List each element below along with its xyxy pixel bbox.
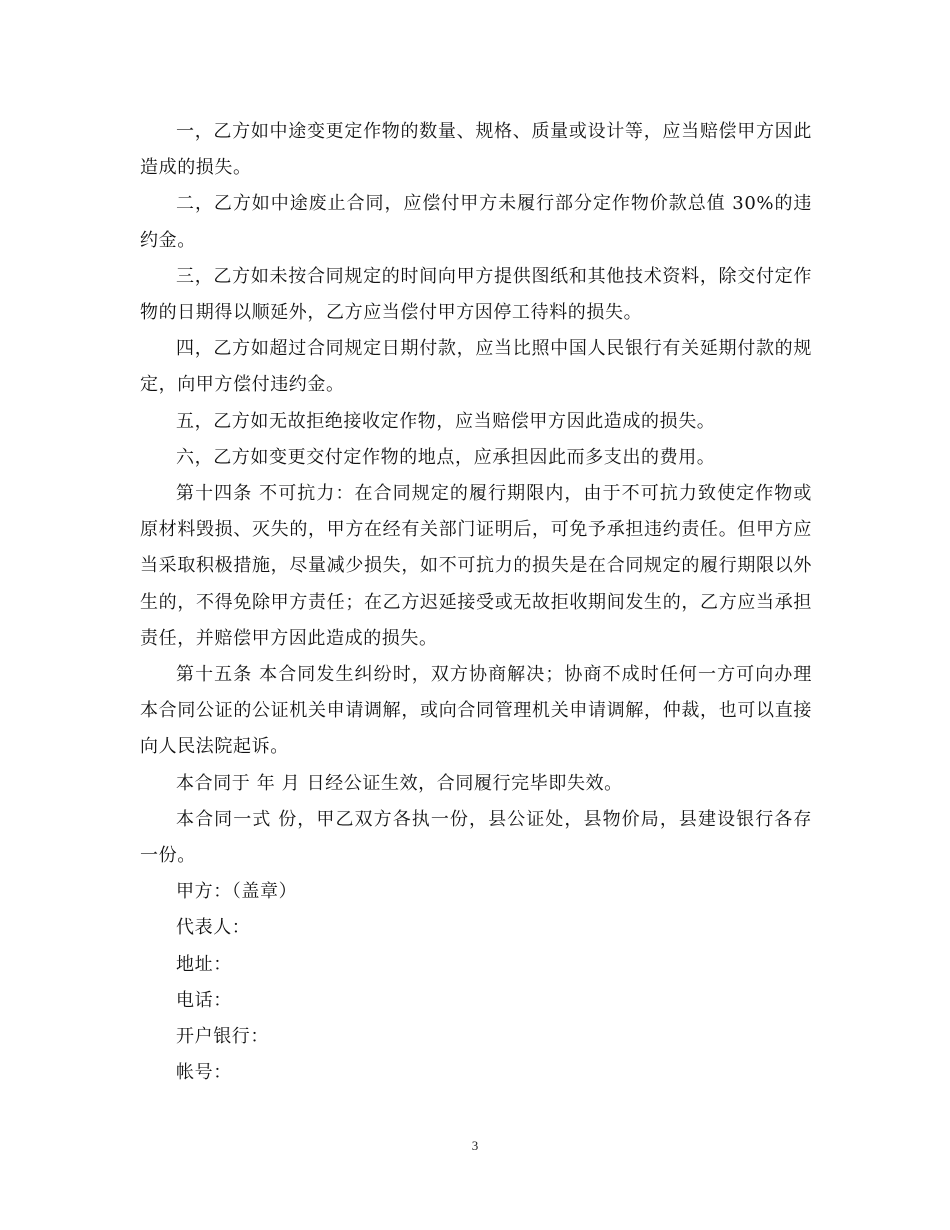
phone-field: 电话：	[176, 989, 232, 1011]
address-field: 地址：	[176, 953, 232, 975]
clause-paragraph: 六，乙方如变更交付定作物的地点，应承担因此而多支出的费用。	[176, 446, 716, 468]
party-a-seal-field: 甲方：（盖章）	[176, 881, 298, 903]
effective-date-paragraph: 本合同于 年 月 日经公证生效，合同履行完毕即失效。	[176, 772, 623, 794]
article-14-paragraph: 第十四条 不可抗力：在合同规定的履行期限内，由于不可抗力致使定作物或原材料毁损、灭失的，甲方在经有关部门证明后，可免予承担违约责任。但甲方应当采取积极措施，尽量减少损失，如不可抗力的损失是在合同规定的履行期限以外生的，不得免除甲方责任；在乙方迟延接受或无故拒收期间发生的，乙方应当承担责任，并赔偿甲方因此造成的损失。	[140, 483, 812, 649]
clause-paragraph: 一，乙方如中途变更定作物的数量、规格、质量或设计等，应当赔偿甲方因此造成的损失。	[140, 121, 812, 179]
account-number-field: 帐号：	[176, 1062, 232, 1084]
clause-paragraph: 二，乙方如中途废止合同，应偿付甲方未履行部分定作物价款总值 30%的违约金。	[140, 193, 812, 251]
representative-field: 代表人：	[176, 917, 251, 939]
bank-field: 开户银行：	[176, 1026, 269, 1048]
document-body	[140, 114, 812, 1091]
clause-paragraph: 三，乙方如未按合同规定的时间向甲方提供图纸和其他技术资料，除交付定作物的日期得以顺延外，乙方应当偿付甲方因停工待料的损失。	[140, 265, 812, 324]
clause-paragraph: 四，乙方如超过合同规定日期付款，应当比照中国人民银行有关延期付款的规定，向甲方偿付违约金。	[140, 338, 812, 396]
clause-paragraph: 五，乙方如无故拒绝接收定作物，应当赔偿甲方因此造成的损失。	[176, 410, 716, 432]
article-15-paragraph: 第十五条 本合同发生纠纷时，双方协商解决；协商不成时任何一方可向办理本合同公证的公证机关申请调解，或向合同管理机关申请调解，仲裁，也可以直接向人民法院起诉。	[140, 664, 812, 758]
copies-paragraph: 本合同一式 份，甲乙双方各执一份，县公证处，县物价局，县建设银行各存一份。	[140, 808, 812, 867]
page-number: 3	[471, 1138, 479, 1153]
